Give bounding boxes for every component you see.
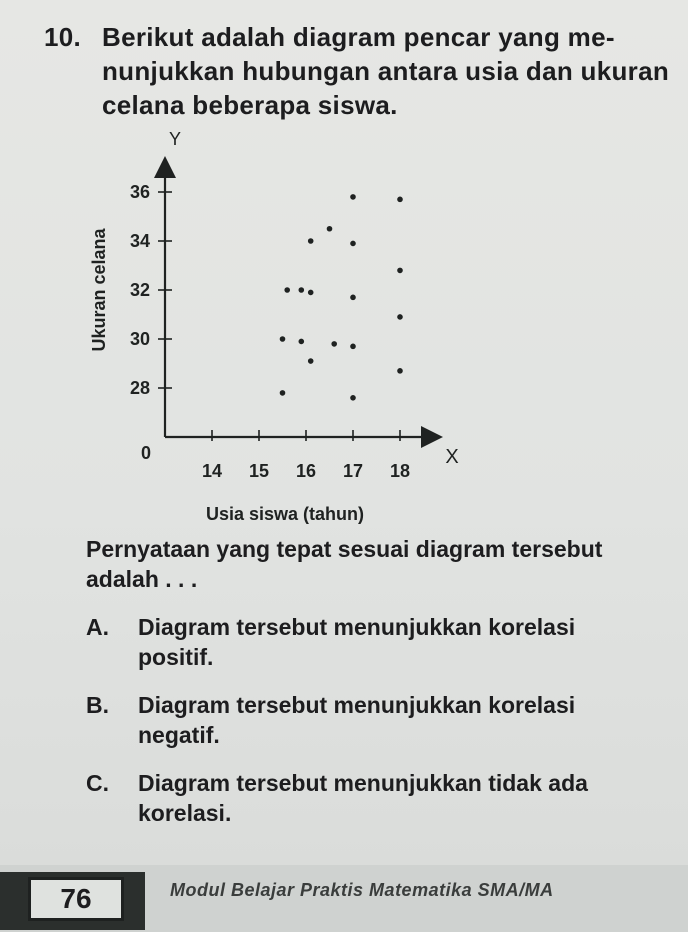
data-point xyxy=(397,368,403,374)
data-point xyxy=(350,194,356,200)
option-b[interactable] xyxy=(86,690,666,750)
option-b-line-2: negatif. xyxy=(138,722,220,748)
scatter-chart xyxy=(80,125,480,525)
question-line-1: Berikut adalah diagram pencar yang me- xyxy=(102,22,615,52)
option-c[interactable] xyxy=(86,768,666,828)
option-c-line-1: Diagram tersebut menunjukkan tidak ada xyxy=(138,770,588,796)
data-point xyxy=(331,341,337,347)
option-b-letter: B. xyxy=(86,692,109,718)
page-number: 76 xyxy=(28,877,124,921)
data-point xyxy=(308,358,314,364)
data-point xyxy=(397,314,403,320)
question-line-2: nunjukkan hubungan antara usia dan ukuran xyxy=(102,56,670,86)
data-point xyxy=(397,197,403,203)
origin-label: 0 xyxy=(140,443,151,463)
data-point xyxy=(308,238,314,244)
data-point xyxy=(350,295,356,301)
data-point xyxy=(350,344,356,350)
option-a-line-1: Diagram tersebut menunjukkan korelasi xyxy=(138,614,576,640)
data-point xyxy=(280,390,286,396)
question-line-3: celana beberapa siswa. xyxy=(102,90,398,120)
y-axis-title: Ukuran celana xyxy=(89,228,109,352)
y-tick-label: 30 xyxy=(129,329,150,349)
y-tick-label: 34 xyxy=(129,231,150,251)
x-tick-label: 15 xyxy=(248,461,270,481)
option-c-letter: C. xyxy=(86,770,109,796)
book-title: Modul Belajar Praktis Matematika SMA/MA xyxy=(170,880,554,900)
data-point xyxy=(299,339,305,345)
option-a[interactable] xyxy=(86,612,666,672)
option-a-letter: A. xyxy=(86,614,109,640)
question-number: 10. xyxy=(44,22,82,52)
y-tick-label: 36 xyxy=(129,182,150,202)
stem-line-1: Pernyataan yang tepat sesuai diagram tersebut xyxy=(86,536,603,562)
x-tick-label: 17 xyxy=(342,461,364,481)
data-point xyxy=(350,241,356,247)
data-point xyxy=(284,287,290,293)
option-b-line-1: Diagram tersebut menunjukkan korelasi xyxy=(138,692,576,718)
y-tick-label: 32 xyxy=(129,280,150,300)
question-stem xyxy=(86,534,666,594)
stem-line-2: adalah . . . xyxy=(86,566,198,592)
data-point xyxy=(308,290,314,296)
data-point xyxy=(350,395,356,401)
data-point xyxy=(280,336,286,342)
y-tick-label: 28 xyxy=(129,378,150,398)
option-c-line-2: korelasi. xyxy=(138,800,232,826)
x-tick-label: 14 xyxy=(201,461,223,481)
x-axis-symbol: X xyxy=(445,446,459,468)
data-point xyxy=(327,226,333,232)
option-a-line-2: positif. xyxy=(138,644,214,670)
x-axis-title: Usia siswa (tahun) xyxy=(205,504,365,524)
x-tick-label: 18 xyxy=(389,461,411,481)
x-tick-label: 16 xyxy=(295,461,317,481)
question-header xyxy=(44,20,670,122)
data-point xyxy=(299,287,305,293)
question-text xyxy=(102,20,670,122)
y-axis-symbol: Y xyxy=(168,129,182,149)
data-point xyxy=(397,268,403,274)
